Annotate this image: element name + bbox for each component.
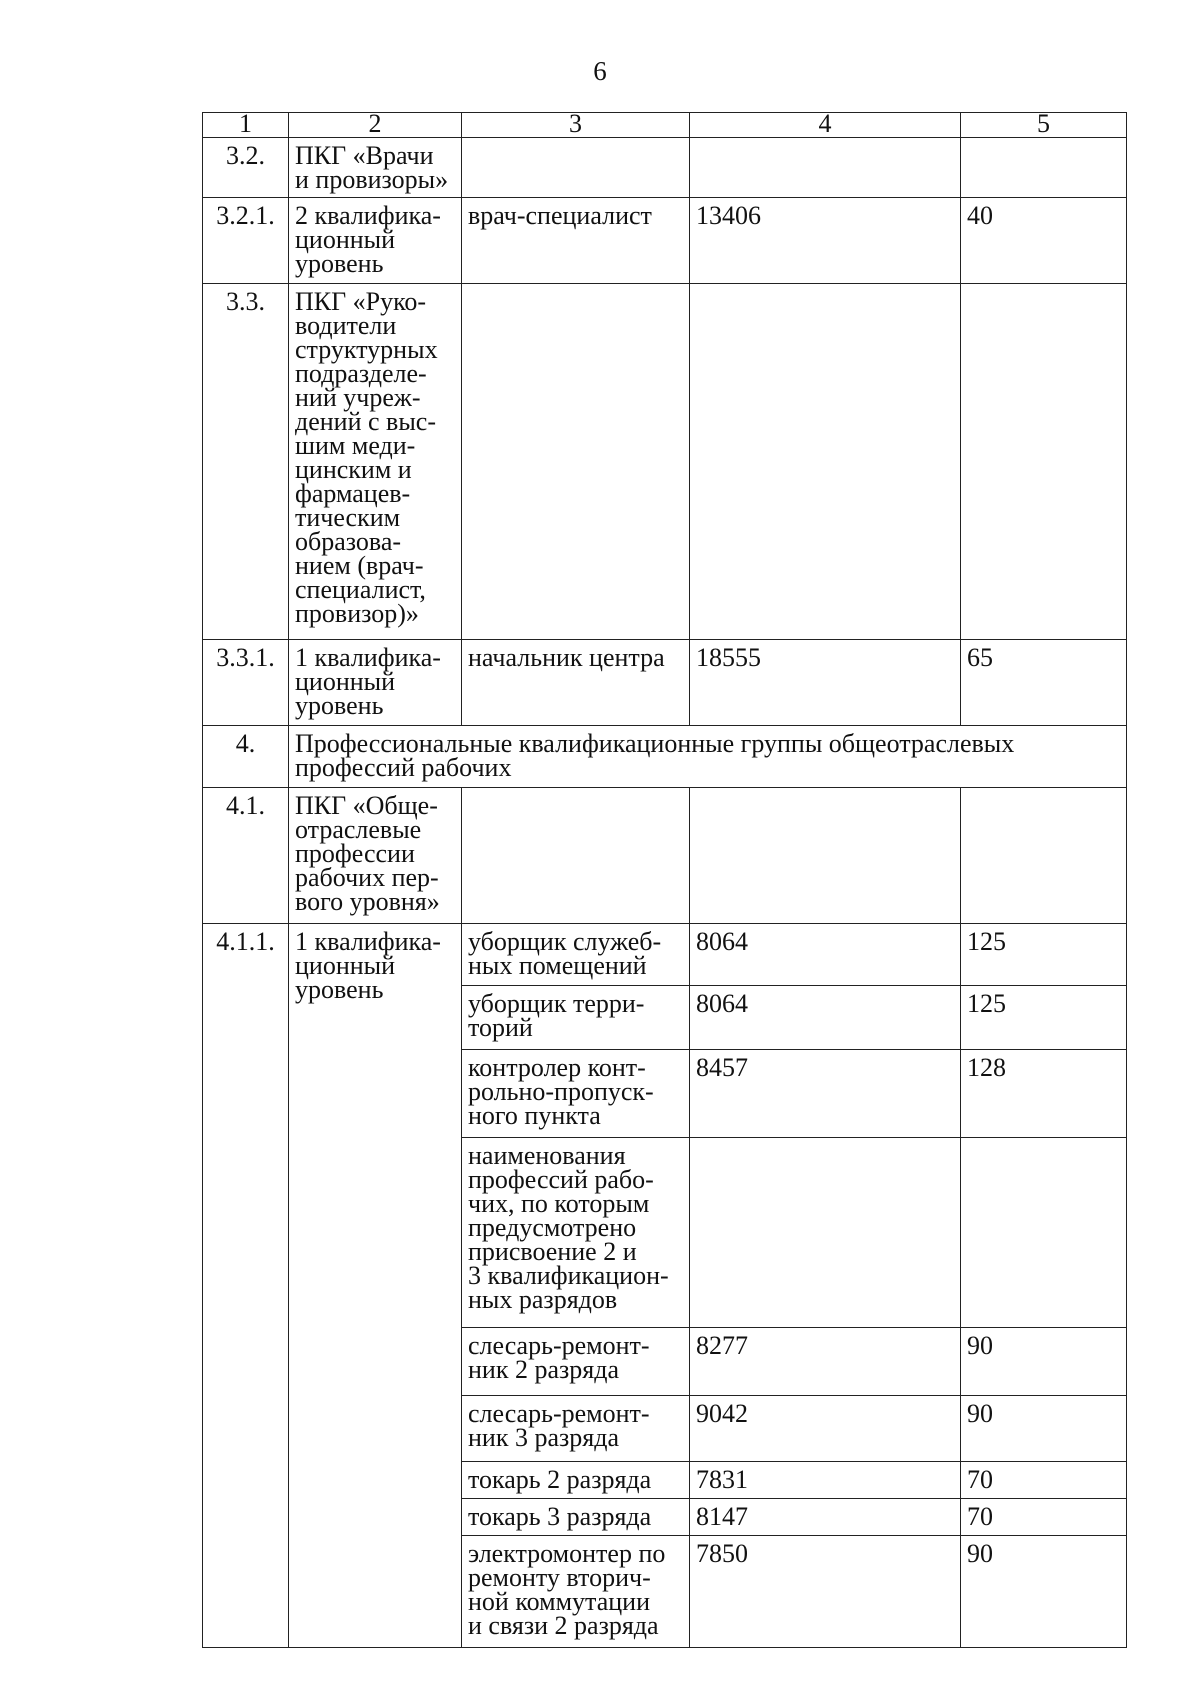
row-number: 4.1. bbox=[203, 788, 289, 924]
salary-cell: 8457 bbox=[690, 1050, 961, 1138]
coefficient-cell: 128 bbox=[961, 1050, 1127, 1138]
row-number: 3.3. bbox=[203, 284, 289, 640]
position-cell bbox=[462, 788, 690, 924]
row-number: 4.1.1. bbox=[203, 924, 289, 1648]
position-cell bbox=[462, 138, 690, 198]
coefficient-cell: 70 bbox=[961, 1462, 1127, 1499]
salary-cell bbox=[690, 1138, 961, 1328]
header-cell-4: 4 bbox=[690, 113, 961, 138]
qualification-group: ПКГ «Обще- отраслевые профессии рабочих пер- вого уровня» bbox=[289, 788, 462, 924]
coefficient-cell: 65 bbox=[961, 640, 1127, 726]
position-cell: токарь 2 разряда bbox=[462, 1462, 690, 1499]
salary-cell: 8147 bbox=[690, 1499, 961, 1536]
table-row bbox=[203, 788, 1127, 924]
page-number: 6 bbox=[593, 56, 607, 86]
row-number: 4. bbox=[203, 726, 289, 788]
position-cell: начальник центра bbox=[462, 640, 690, 726]
position-cell: слесарь-ремонт- ник 2 разряда bbox=[462, 1328, 690, 1396]
salary-cell: 8064 bbox=[690, 924, 961, 986]
header-cell-1: 1 bbox=[203, 113, 289, 138]
coefficient-cell bbox=[961, 138, 1127, 198]
position-cell: наименования профессий рабо- чих, по которым предусмотрено присвоение 2 и 3 квалификацион- ных разрядов bbox=[462, 1138, 690, 1328]
table-row bbox=[203, 640, 1127, 726]
qualification-group: ПКГ «Врачи и провизоры» bbox=[289, 138, 462, 198]
coefficient-cell bbox=[961, 788, 1127, 924]
header-cell-5: 5 bbox=[961, 113, 1127, 138]
qualification-group: ПКГ «Руко- водители структурных подразделе- ний учреж- дений с выс- шим меди- цинским и фармацев- тическим образова- нием (врач- специалист, провизор)» bbox=[289, 284, 462, 640]
coefficient-cell: 125 bbox=[961, 986, 1127, 1050]
table-row bbox=[203, 138, 1127, 198]
row-number: 3.2.1. bbox=[203, 198, 289, 284]
qualification-level: 1 квалифика- ционный уровень bbox=[289, 924, 462, 1648]
position-cell: уборщик служеб- ных помещений bbox=[462, 924, 690, 986]
position-cell: токарь 3 разряда bbox=[462, 1499, 690, 1536]
salary-cell: 7850 bbox=[690, 1536, 961, 1648]
salary-cell bbox=[690, 788, 961, 924]
table-row bbox=[203, 924, 1127, 986]
salary-cell: 9042 bbox=[690, 1396, 961, 1462]
coefficient-cell bbox=[961, 284, 1127, 640]
row-number: 3.2. bbox=[203, 138, 289, 198]
qualification-table bbox=[202, 112, 1127, 1648]
table-header-row bbox=[203, 113, 1127, 138]
header-cell-2: 2 bbox=[289, 113, 462, 138]
salary-cell: 8277 bbox=[690, 1328, 961, 1396]
salary-cell: 13406 bbox=[690, 198, 961, 284]
row-number: 3.3.1. bbox=[203, 640, 289, 726]
position-cell: уборщик терри- торий bbox=[462, 986, 690, 1050]
coefficient-cell: 90 bbox=[961, 1536, 1127, 1648]
table-row bbox=[203, 284, 1127, 640]
table-row bbox=[203, 726, 1127, 788]
coefficient-cell: 40 bbox=[961, 198, 1127, 284]
position-cell: электромонтер по ремонту вторич- ной коммутации и связи 2 разряда bbox=[462, 1536, 690, 1648]
section-heading: Профессиональные квалификационные группы общеотраслевых профессий рабочих bbox=[289, 726, 1127, 788]
salary-cell bbox=[690, 138, 961, 198]
coefficient-cell: 125 bbox=[961, 924, 1127, 986]
coefficient-cell: 90 bbox=[961, 1328, 1127, 1396]
salary-cell: 18555 bbox=[690, 640, 961, 726]
qualification-level: 1 квалифика- ционный уровень bbox=[289, 640, 462, 726]
table-row bbox=[203, 198, 1127, 284]
coefficient-cell bbox=[961, 1138, 1127, 1328]
salary-cell: 7831 bbox=[690, 1462, 961, 1499]
salary-cell bbox=[690, 284, 961, 640]
qualification-level: 2 квалифика- ционный уровень bbox=[289, 198, 462, 284]
position-cell: врач-специалист bbox=[462, 198, 690, 284]
salary-cell: 8064 bbox=[690, 986, 961, 1050]
position-cell: контролер конт- рольно-пропуск- ного пункта bbox=[462, 1050, 690, 1138]
position-cell bbox=[462, 284, 690, 640]
coefficient-cell: 70 bbox=[961, 1499, 1127, 1536]
header-cell-3: 3 bbox=[462, 113, 690, 138]
position-cell: слесарь-ремонт- ник 3 разряда bbox=[462, 1396, 690, 1462]
coefficient-cell: 90 bbox=[961, 1396, 1127, 1462]
